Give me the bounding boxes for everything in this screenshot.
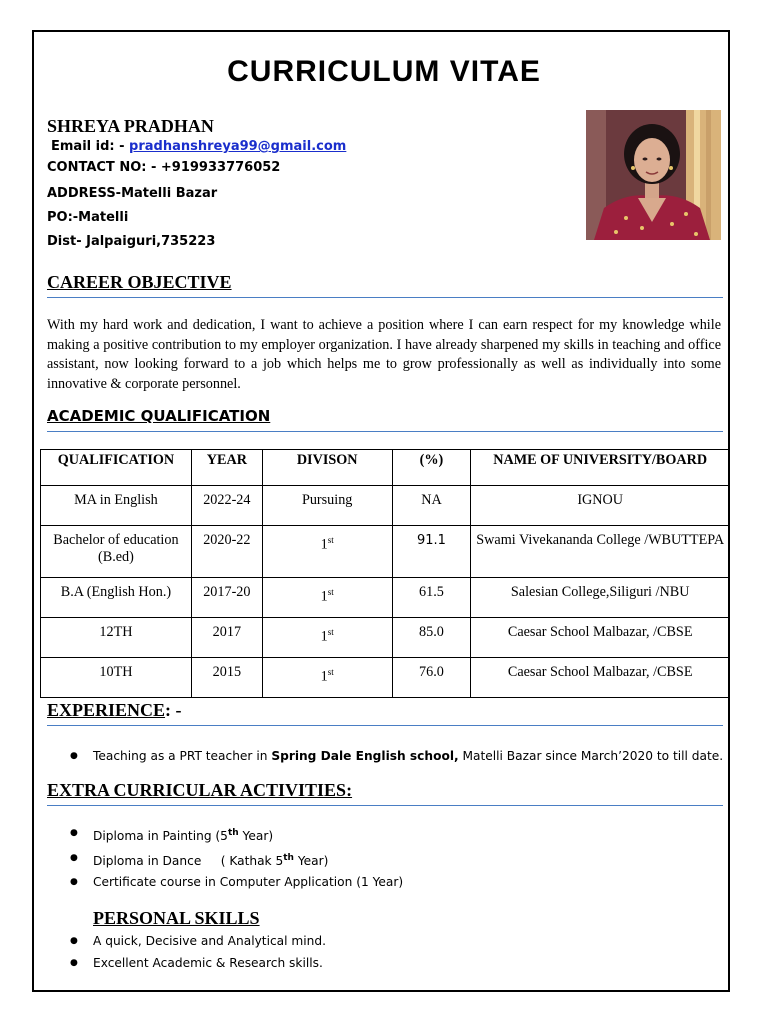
cell-percent: 85.0: [392, 618, 471, 658]
po-line: PO:-Matelli: [47, 210, 129, 225]
email-line: [51, 139, 346, 154]
dance-text-post: Year): [293, 853, 329, 868]
experience-heading-suffix: : -: [165, 700, 182, 720]
division-value: 1: [320, 628, 328, 645]
cell-percent: 76.0: [392, 658, 471, 698]
cell-division: [262, 578, 392, 618]
profile-photo-graphic: [586, 110, 721, 240]
header-division: DIVISON: [262, 450, 392, 486]
email-label: Email id: -: [51, 139, 130, 154]
cell-qualification: B.A (English Hon.): [41, 578, 192, 618]
division-value: 1: [320, 588, 328, 605]
cell-qualification: 10TH: [41, 658, 192, 698]
table-row: [41, 658, 730, 698]
cell-qualification: Bachelor of education (B.ed): [41, 526, 192, 578]
cell-board: Caesar School Malbazar, /CBSE: [471, 618, 730, 658]
cell-board: Caesar School Malbazar, /CBSE: [471, 658, 730, 698]
division-suffix: st: [327, 667, 334, 677]
list-item: [70, 746, 723, 768]
division-value: 1: [320, 536, 328, 553]
table-row: [41, 486, 730, 526]
academic-table: [40, 449, 730, 698]
table-row: [41, 578, 730, 618]
cell-division: [262, 618, 392, 658]
division-suffix: st: [327, 627, 334, 637]
table-header-row: [41, 450, 730, 486]
cell-board: IGNOU: [471, 486, 730, 526]
cell-year: 2020-22: [191, 526, 262, 578]
cell-percent: 91.1: [392, 526, 471, 578]
table-row: [41, 526, 730, 578]
contact-number: CONTACT NO: - +919933776052: [47, 160, 281, 175]
list-item: ● Excellent Academic & Research skills.: [70, 953, 326, 975]
cell-board: Salesian College,Siliguri /NBU: [471, 578, 730, 618]
candidate-name: SHREYA PRADHAN: [47, 116, 214, 136]
academic-heading: [47, 407, 270, 425]
experience-heading-text: EXPERIENCE: [47, 700, 166, 720]
table-row: [41, 618, 730, 658]
personal-skills-list: [70, 931, 326, 974]
experience-list: [70, 746, 723, 768]
division-suffix: st: [327, 587, 334, 597]
cell-year: 2022-24: [191, 486, 262, 526]
personal-skills-heading: [93, 908, 260, 929]
document-title: CURRICULUM VITAE: [227, 55, 541, 88]
personal-skills-heading-text: PERSONAL SKILLS: [93, 908, 260, 928]
list-item: ● A quick, Decisive and Analytical mind.: [70, 931, 326, 953]
list-item: ● Certificate course in Computer Application (1 Year): [70, 872, 403, 894]
header-percent: (%): [392, 450, 471, 486]
experience-text-pre: Teaching as a PRT teacher in: [93, 749, 272, 763]
list-item: [70, 823, 403, 848]
painting-text-post: Year): [238, 829, 274, 844]
division-value: 1: [320, 668, 328, 685]
painting-sup: th: [227, 828, 239, 838]
address-line: ADDRESS-Matelli Bazar: [47, 186, 218, 201]
header-year: YEAR: [191, 450, 262, 486]
cell-qualification: MA in English: [41, 486, 192, 526]
painting-text: Diploma in Painting (5: [93, 829, 228, 844]
header-board: NAME OF UNIVERSITY/BOARD: [471, 450, 730, 486]
career-objective-heading-text: CAREER OBJECTIVE: [47, 272, 232, 292]
academic-divider: [47, 431, 723, 432]
division-suffix: st: [327, 535, 334, 545]
career-divider: [47, 297, 723, 298]
extra-curricular-divider: [47, 805, 723, 806]
academic-heading-text: ACADEMIC QUALIFICATION: [47, 407, 271, 425]
school-name: Spring Dale English school,: [271, 749, 459, 763]
email-link[interactable]: pradhanshreya99@gmail.com: [129, 139, 347, 154]
career-objective-heading: [47, 272, 232, 293]
cell-division: Pursuing: [262, 486, 392, 526]
profile-photo: [586, 110, 721, 240]
experience-divider: [47, 725, 723, 726]
cell-division: [262, 658, 392, 698]
extra-curricular-list: [70, 823, 403, 894]
experience-heading: [47, 700, 182, 721]
cell-board: Swami Vivekananda College /WBUTTEPA: [471, 526, 730, 578]
dance-sup: th: [283, 852, 294, 863]
list-item: [70, 848, 403, 873]
extra-curricular-heading-text: EXTRA CURRICULAR ACTIVITIES:: [47, 780, 353, 800]
cell-division: [262, 526, 392, 578]
career-objective-text: With my hard work and dedication, I want to achieve a position where I can earn respect for my knowledge while making a positive contribution to my employer organization. I have already sharpened my skills in teaching and office assistant, now looking forward to a job which helps me to grow professionally as well as individually into some innovative & corporate personnel.: [47, 317, 721, 392]
cell-year: 2017-20: [191, 578, 262, 618]
dance-text: Diploma in Dance ( Kathak 5: [93, 853, 284, 868]
cell-year: 2015: [191, 658, 262, 698]
cell-percent: 61.5: [392, 578, 471, 618]
experience-text-post: Matelli Bazar since March’2020 to till date.: [458, 749, 724, 763]
cell-percent: NA: [392, 486, 471, 526]
cell-qualification: 12TH: [41, 618, 192, 658]
district-line: Dist- Jalpaiguri,735223: [47, 234, 216, 249]
cell-year: 2017: [191, 618, 262, 658]
header-qualification: QUALIFICATION: [41, 450, 192, 486]
extra-curricular-heading: [47, 780, 352, 801]
